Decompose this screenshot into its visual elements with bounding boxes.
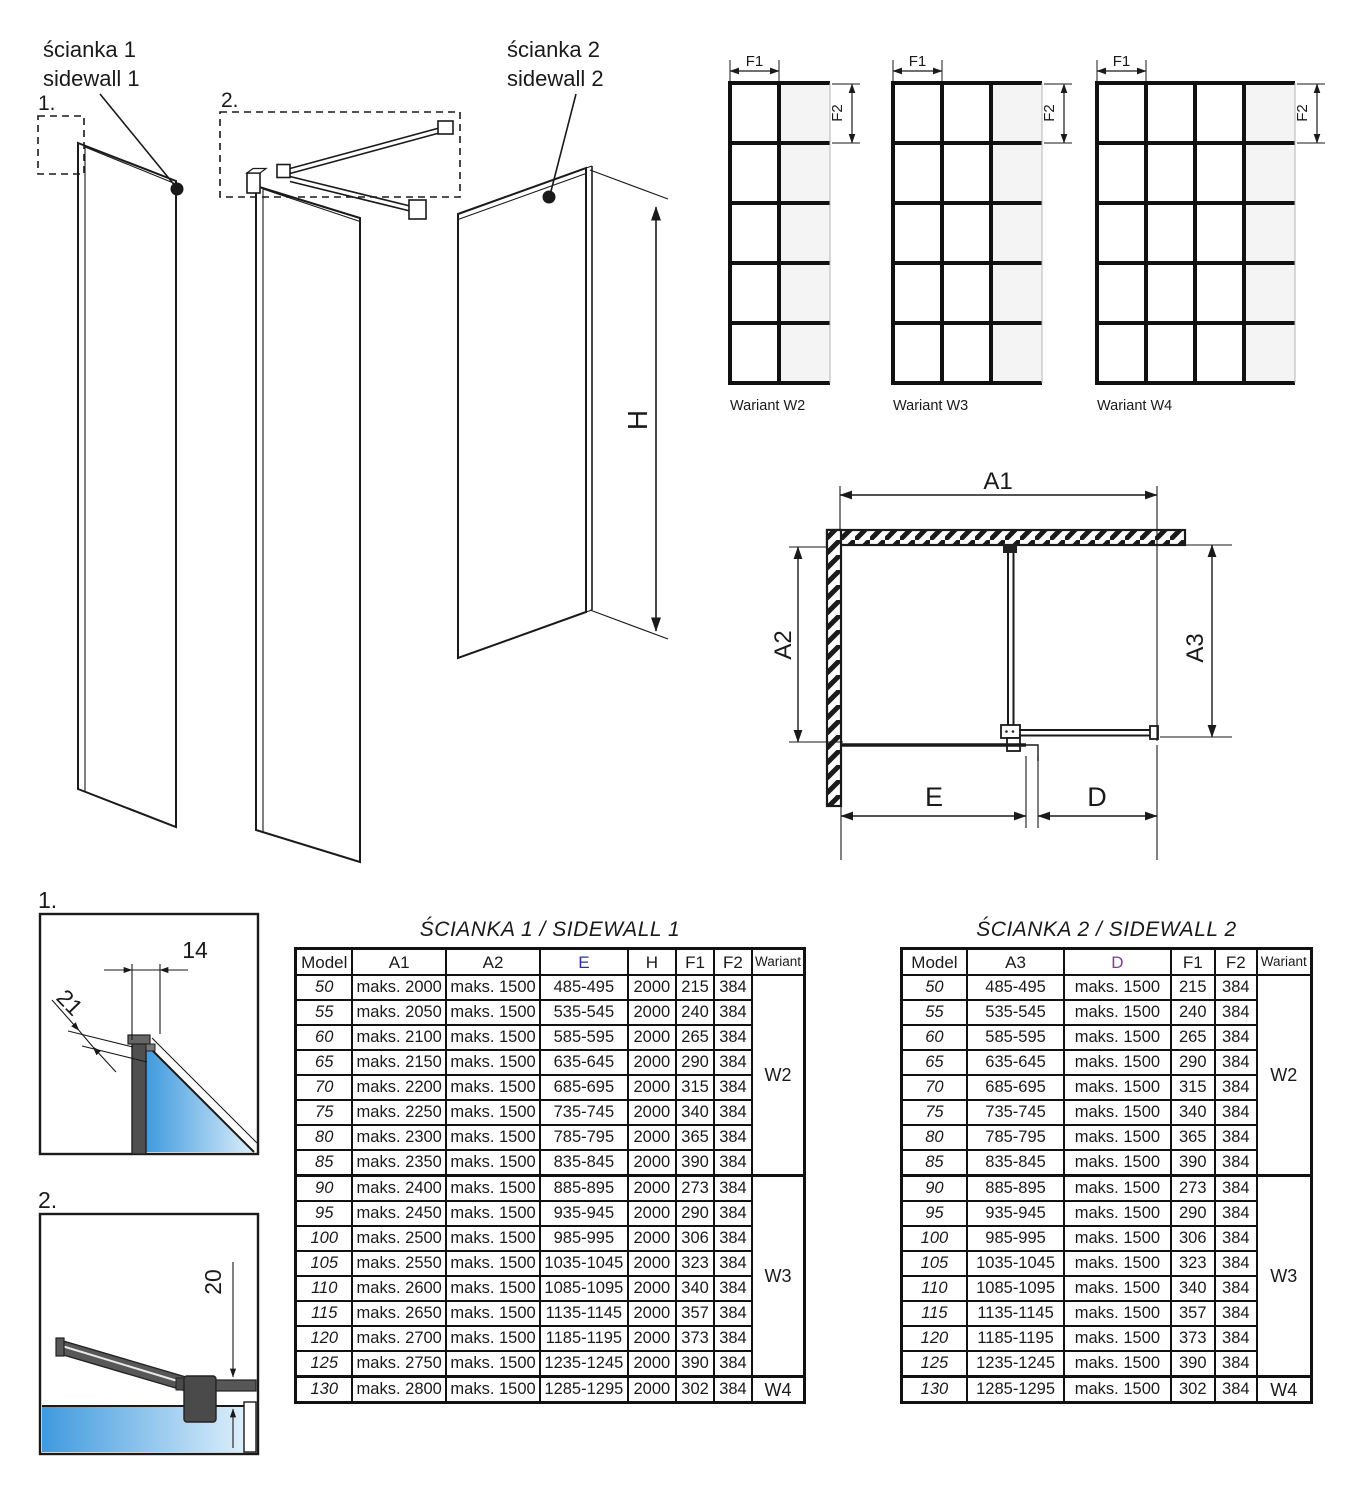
col-header-model: Model xyxy=(902,949,967,976)
middle-panel xyxy=(256,186,360,862)
table-row: 120 maks. 2700 maks. 1500 1185-1195 2000 373 384 xyxy=(296,1326,805,1351)
sidewall1-label-en: sidewall 1 xyxy=(43,66,140,91)
table-row: 60 585-595 maks. 1500 265 384 xyxy=(902,1025,1312,1050)
table-row: 85 maks. 2350 maks. 1500 835-845 2000 390 384 xyxy=(296,1150,805,1176)
sidewall2-label-en: sidewall 2 xyxy=(507,66,604,91)
dim-d-label: D xyxy=(1087,782,1107,812)
plan-view xyxy=(770,460,1362,870)
table-row: 125 maks. 2750 maks. 1500 1235-1245 2000 390 384 xyxy=(296,1351,805,1377)
sidewall1-label-pl: ścianka 1 xyxy=(43,37,136,62)
col-header-wariant: Wariant xyxy=(752,949,805,976)
table-row: 80 maks. 2300 maks. 1500 785-795 2000 365 384 xyxy=(296,1125,805,1150)
detail1-marker: 1. xyxy=(38,92,56,115)
dim-21-label: 21 xyxy=(51,984,88,1021)
col-header-f2: F2 xyxy=(714,949,752,976)
table-row: 90 maks. 2400 maks. 1500 885-895 2000 273 384 W3 xyxy=(296,1176,805,1202)
dim-a3 xyxy=(1157,545,1232,741)
left-wall xyxy=(827,530,841,806)
table-row: 115 1135-1145 maks. 1500 357 384 xyxy=(902,1301,1312,1326)
table-row: 110 maks. 2600 maks. 1500 1085-1095 2000 340 384 xyxy=(296,1276,805,1301)
bar-end-fitting xyxy=(438,121,453,134)
variant-span-w2: W2 xyxy=(1257,975,1312,1176)
table-row: 130 maks. 2800 maks. 1500 1285-1295 2000 302 384 W4 xyxy=(296,1377,805,1403)
table-row: 105 1035-1045 maks. 1500 323 384 xyxy=(902,1251,1312,1276)
height-dimension xyxy=(590,170,668,639)
plan-sidewall2-glass xyxy=(1019,726,1158,739)
table-row: 75 maks. 2250 maks. 1500 735-745 2000 340 384 xyxy=(296,1100,805,1125)
detail2-marker: 2. xyxy=(38,1187,58,1213)
col-header-e: E xyxy=(540,949,627,976)
table-row: 105 maks. 2550 maks. 1500 1035-1045 2000 323 384 xyxy=(296,1251,805,1276)
table-row: 55 maks. 2050 maks. 1500 535-545 2000 240 384 xyxy=(296,1000,805,1025)
table-row: 65 635-645 maks. 1500 290 384 xyxy=(902,1050,1312,1075)
dim-a1-label: A1 xyxy=(983,468,1013,495)
dim-e xyxy=(841,747,1026,860)
profile-cap xyxy=(128,1035,150,1044)
variant-caption-w4: Wariant W4 xyxy=(1097,398,1173,414)
col-header-wariant: Wariant xyxy=(1257,949,1312,976)
detail-2-figure xyxy=(28,1180,273,1470)
table-row: 85 835-845 maks. 1500 390 384 xyxy=(902,1150,1312,1176)
sidewall2-label-pl: ścianka 2 xyxy=(507,37,600,62)
table-row: 75 735-745 maks. 1500 340 384 xyxy=(902,1100,1312,1125)
col-header-h: H xyxy=(628,949,677,976)
bar-clamp xyxy=(184,1376,216,1422)
variant-caption-w3: Wariant W3 xyxy=(893,398,969,414)
dim-f2-label: F2 xyxy=(1294,104,1311,122)
detail2-marker: 2. xyxy=(221,89,239,112)
table-row: 70 maks. 2200 maks. 1500 685-695 2000 315 384 xyxy=(296,1075,805,1100)
table-row: 50 maks. 2000 maks. 1500 485-495 2000 215 384 W2 xyxy=(296,975,805,1000)
sidewall1-table xyxy=(294,947,806,1404)
table-row: 55 535-545 maks. 1500 240 384 xyxy=(902,1000,1312,1025)
variant-figure-w2 xyxy=(728,53,860,414)
dim-f1-label: F1 xyxy=(745,53,764,70)
col-header-model: Model xyxy=(296,949,353,976)
table-row: 95 maks. 2450 maks. 1500 935-945 2000 290 384 xyxy=(296,1201,805,1226)
table-row: 125 1235-1245 maks. 1500 390 384 xyxy=(902,1351,1312,1377)
glass-clamp xyxy=(409,200,426,219)
variant-span-w4: W4 xyxy=(1257,1377,1312,1403)
sidewall1-section xyxy=(294,918,806,1404)
col-header-a1: A1 xyxy=(352,949,445,976)
dim-14-label: 14 xyxy=(182,937,208,963)
dim-a2-label: A2 xyxy=(770,630,797,660)
top-wall xyxy=(827,530,1185,545)
sidewall2-title: ŚCIANKA 2 / SIDEWALL 2 xyxy=(976,918,1237,941)
col-header-f2: F2 xyxy=(1215,949,1257,976)
wall-profile-anchor xyxy=(1003,544,1017,553)
col-header-a2: A2 xyxy=(446,949,540,976)
dim-20-label: 20 xyxy=(200,1269,226,1295)
col-header-d: D xyxy=(1064,949,1170,976)
dim-e-label: E xyxy=(924,782,944,812)
col-header-f1: F1 xyxy=(1171,949,1215,976)
leader-dot-2 xyxy=(543,191,556,204)
isometric-diagram xyxy=(0,0,720,880)
dim-f1-label: F1 xyxy=(908,53,927,70)
sidewall2-table xyxy=(900,947,1313,1404)
sidewall1-title: ŚCIANKA 1 / SIDEWALL 1 xyxy=(419,918,681,941)
bottom-connector xyxy=(1001,725,1020,738)
table-row: 100 maks. 2500 maks. 1500 985-995 2000 306 384 xyxy=(296,1226,805,1251)
dim-f2-label: F2 xyxy=(1041,104,1058,122)
sidewall2-section xyxy=(900,918,1313,1404)
col-header-a3: A3 xyxy=(967,949,1064,976)
leader-dot-1 xyxy=(171,183,184,196)
variant-span-w2: W2 xyxy=(752,975,805,1176)
dim-h-label: H xyxy=(622,409,653,431)
table-row: 90 885-895 maks. 1500 273 384 W3 xyxy=(902,1176,1312,1202)
dim-a3-label: A3 xyxy=(1182,633,1209,663)
dim-f1-label: F1 xyxy=(1112,53,1131,70)
wall-bracket xyxy=(247,173,260,193)
variant-grids xyxy=(700,40,1362,430)
plan-middle-glass xyxy=(1001,544,1038,761)
variant-span-w3: W3 xyxy=(1257,1176,1312,1377)
variant-caption-w2: Wariant W2 xyxy=(730,398,806,414)
table-row: 95 935-945 maks. 1500 290 384 xyxy=(902,1201,1312,1226)
variant-span-w3: W3 xyxy=(752,1176,805,1377)
table-row: 65 maks. 2150 maks. 1500 635-645 2000 290 384 xyxy=(296,1050,805,1075)
sidewall2-panel xyxy=(458,166,592,658)
table-row: 50 485-495 maks. 1500 215 384 W2 xyxy=(902,975,1312,1000)
table-row: 70 685-695 maks. 1500 315 384 xyxy=(902,1075,1312,1100)
detail1-marker: 1. xyxy=(38,887,58,913)
table-row: 115 maks. 2650 maks. 1500 1135-1145 2000 357 384 xyxy=(296,1301,805,1326)
table-row: 100 985-995 maks. 1500 306 384 xyxy=(902,1226,1312,1251)
table-row: 120 1185-1195 maks. 1500 373 384 xyxy=(902,1326,1312,1351)
variant-figure-w3 xyxy=(891,53,1072,414)
variant-figure-w4 xyxy=(1095,53,1325,414)
sidewall1-panel xyxy=(78,143,176,827)
bar-connector xyxy=(277,165,290,178)
table-row: 110 1085-1095 maks. 1500 340 384 xyxy=(902,1276,1312,1301)
dim-f2-label: F2 xyxy=(829,104,846,122)
detail-1-figure xyxy=(28,880,273,1170)
variant-span-w4: W4 xyxy=(752,1377,805,1403)
table-row: 60 maks. 2100 maks. 1500 585-595 2000 265 384 xyxy=(296,1025,805,1050)
col-header-f1: F1 xyxy=(676,949,714,976)
table-row: 80 785-795 maks. 1500 365 384 xyxy=(902,1125,1312,1150)
table-row: 130 1285-1295 maks. 1500 302 384 W4 xyxy=(902,1377,1312,1403)
dim-d xyxy=(1038,745,1157,860)
